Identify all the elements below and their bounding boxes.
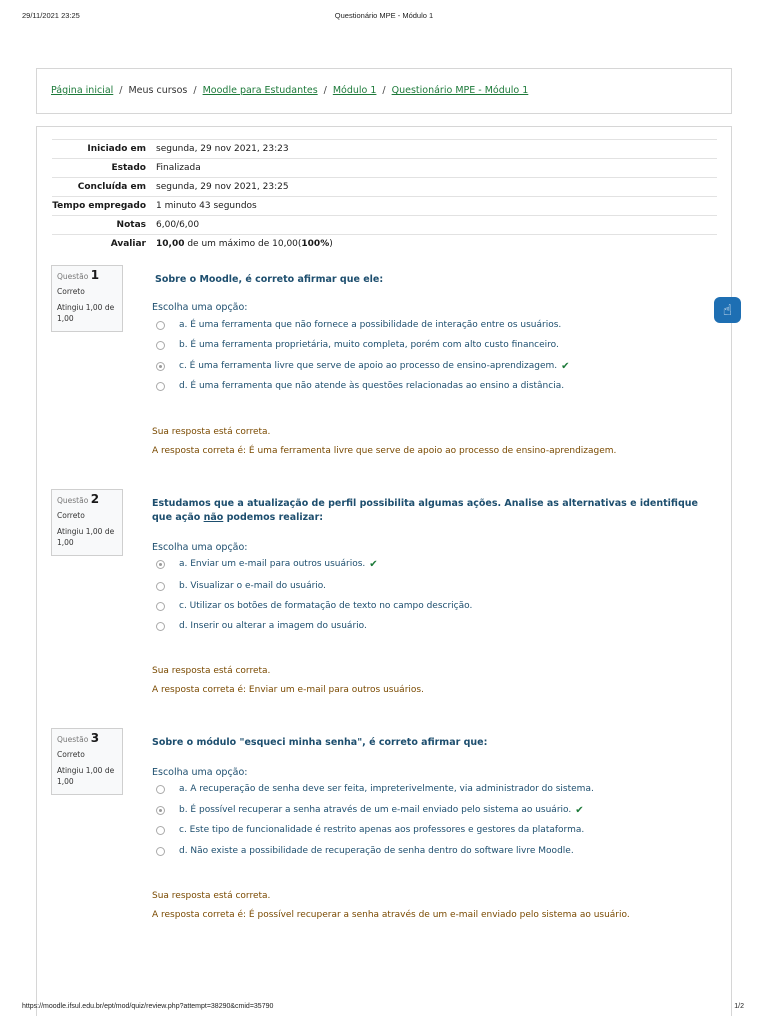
breadcrumb-container: [36, 68, 732, 114]
summary-row-marks: [52, 216, 717, 235]
question-state: Correto: [57, 750, 85, 759]
print-url: https://moodle.ifsul.edu.br/ept/mod/quiz/review.php?attempt=38290&cmid=35790: [22, 1003, 274, 1010]
choose-option-prompt: Escolha uma opção:: [152, 542, 248, 553]
question-label: Questão: [57, 272, 89, 281]
accessibility-hand-icon: ☝: [722, 301, 733, 319]
breadcrumb-course-link[interactable]: Moodle para Estudantes: [202, 85, 318, 96]
option-label: d. É uma ferramenta que não atende às questões relacionadas ao ensino a distância.: [179, 381, 565, 391]
option-label: d. Inserir ou alterar a imagem do usuário.: [179, 621, 367, 631]
summary-row-completed: [52, 178, 717, 197]
breadcrumb-separator: /: [193, 85, 197, 96]
answer-option-q3-b[interactable]: [156, 804, 584, 816]
answer-option-q1-b[interactable]: [156, 339, 559, 351]
answer-option-q1-d[interactable]: [156, 380, 564, 392]
answer-option-q3-a[interactable]: [156, 783, 594, 795]
summary-label: Avaliar: [110, 239, 146, 249]
breadcrumb-separator: /: [119, 85, 123, 96]
question-number: 3: [90, 731, 100, 745]
grade-percent: 100%: [301, 239, 330, 249]
summary-value: 6,00/6,00: [156, 220, 200, 230]
question-info-2: [51, 489, 123, 556]
answer-option-q2-c[interactable]: [156, 600, 472, 612]
grade-value: 10,00: [156, 239, 185, 249]
summary-row-grade: [52, 235, 717, 254]
answer-option-q3-d[interactable]: [156, 845, 574, 857]
question-grade: Atingiu 1,00 de 1,00: [57, 527, 115, 547]
answer-option-q1-c[interactable]: [156, 360, 570, 372]
radio-button[interactable]: [156, 582, 165, 591]
grade-close-paren: ): [329, 239, 333, 249]
option-label: b. É uma ferramenta proprietária, muito completa, porém com alto custo financeiro.: [179, 340, 559, 350]
correct-check-icon: ✔: [561, 360, 570, 372]
breadcrumb-home-link[interactable]: Página inicial: [51, 85, 114, 96]
summary-value: Finalizada: [156, 163, 201, 173]
grade-max-text: de um máximo de 10,00(: [184, 239, 302, 249]
right-answer-text: A resposta correta é: É uma ferramenta livre que serve de apoio ao processo de ensino-aprendizagem.: [152, 446, 617, 456]
summary-row-time-taken: [52, 197, 717, 216]
summary-row-started: [52, 140, 717, 159]
radio-button-selected[interactable]: [156, 362, 165, 371]
summary-label: Tempo empregado: [52, 201, 146, 211]
radio-button[interactable]: [156, 785, 165, 794]
breadcrumb-quiz-link[interactable]: Questionário MPE - Módulo 1: [391, 85, 529, 96]
option-label: c. Utilizar os botões de formatação de texto no campo descrição.: [179, 601, 473, 611]
breadcrumb-separator: /: [323, 85, 327, 96]
question-text-1: Sobre o Moodle, é correto afirmar que ele:: [155, 274, 384, 285]
summary-value: 1 minuto 43 segundos: [156, 201, 257, 211]
attempt-summary-table: [52, 139, 717, 253]
question-grade: Atingiu 1,00 de 1,00: [57, 766, 115, 786]
print-page-number: 1/2: [734, 1003, 744, 1010]
print-datetime: 29/11/2021 23:25: [22, 11, 80, 20]
option-label: a. É uma ferramenta que não fornece a possibilidade de interação entre os usuários.: [179, 320, 562, 330]
right-answer-text: A resposta correta é: É possível recuperar a senha através de um e-mail enviado pelo sistema ao usuário.: [152, 910, 630, 920]
radio-button-selected[interactable]: [156, 560, 165, 569]
print-title: Questionário MPE - Módulo 1: [334, 11, 434, 20]
answer-option-q2-a[interactable]: [156, 558, 378, 570]
option-label: c. É uma ferramenta livre que serve de apoio ao processo de ensino-aprendizagem.: [179, 361, 558, 371]
question-state: Correto: [57, 511, 85, 520]
summary-label: Iniciado em: [87, 144, 146, 154]
summary-row-state: [52, 159, 717, 178]
question-number: 2: [90, 492, 100, 506]
radio-button[interactable]: [156, 826, 165, 835]
summary-value: segunda, 29 nov 2021, 23:25: [156, 182, 289, 192]
answer-option-q2-d[interactable]: [156, 620, 367, 632]
question-label: Questão: [57, 496, 89, 505]
breadcrumb-mycourses: Meus cursos: [128, 85, 188, 96]
summary-label: Concluída em: [77, 182, 146, 192]
correct-check-icon: ✔: [575, 804, 584, 816]
summary-label: Estado: [111, 163, 146, 173]
question-info-1: [51, 265, 123, 332]
question-info-3: [51, 728, 123, 795]
question-label: Questão: [57, 735, 89, 744]
breadcrumb-section-link[interactable]: Módulo 1: [332, 85, 377, 96]
option-label: a. A recuperação de senha deve ser feita, impreterivelmente, via administrador do sistema.: [179, 784, 594, 794]
question-text-part: podemos realizar:: [223, 512, 324, 523]
question-grade: Atingiu 1,00 de 1,00: [57, 303, 115, 323]
choose-option-prompt: Escolha uma opção:: [152, 302, 248, 313]
option-label: d. Não existe a possibilidade de recuperação de senha dentro do software livre Moodle.: [179, 846, 574, 856]
right-answer-text: A resposta correta é: Enviar um e-mail para outros usuários.: [152, 685, 424, 695]
radio-button[interactable]: [156, 602, 165, 611]
breadcrumb-separator: /: [382, 85, 386, 96]
feedback-text: Sua resposta está correta.: [152, 891, 271, 901]
accessibility-button[interactable]: [714, 297, 741, 323]
question-text-emphasis: não: [203, 512, 224, 523]
question-number: 1: [90, 268, 100, 282]
feedback-text: Sua resposta está correta.: [152, 666, 271, 676]
option-label: c. Este tipo de funcionalidade é restrito apenas aos professores e gestores da plataforma.: [179, 825, 585, 835]
radio-button[interactable]: [156, 382, 165, 391]
correct-check-icon: ✔: [369, 558, 378, 570]
option-label: a. Enviar um e-mail para outros usuários.: [179, 559, 366, 569]
option-label: b. É possível recuperar a senha através de um e-mail enviado pelo sistema ao usuário.: [179, 805, 572, 815]
breadcrumb: [51, 85, 528, 96]
feedback-text: Sua resposta está correta.: [152, 427, 271, 437]
question-state: Correto: [57, 287, 85, 296]
radio-button[interactable]: [156, 622, 165, 631]
summary-label: Notas: [116, 220, 146, 230]
summary-value: [152, 235, 717, 254]
answer-option-q3-c[interactable]: [156, 824, 584, 836]
answer-option-q2-b[interactable]: [156, 580, 326, 592]
radio-button[interactable]: [156, 341, 165, 350]
question-text-2: [152, 497, 712, 525]
radio-button-selected[interactable]: [156, 806, 165, 815]
radio-button[interactable]: [156, 321, 165, 330]
question-text-part: Estudamos que a atualização de perfil possibilita algumas ações. Analise as alternativas e identifique que ação: [152, 498, 698, 523]
main-content-region: [36, 126, 732, 1016]
option-label: b. Visualizar o e-mail do usuário.: [179, 581, 327, 591]
summary-value: segunda, 29 nov 2021, 23:23: [156, 144, 289, 154]
radio-button[interactable]: [156, 847, 165, 856]
choose-option-prompt: Escolha uma opção:: [152, 767, 248, 778]
question-text-3: Sobre o módulo "esqueci minha senha", é correto afirmar que:: [152, 737, 488, 748]
answer-option-q1-a[interactable]: [156, 319, 561, 331]
